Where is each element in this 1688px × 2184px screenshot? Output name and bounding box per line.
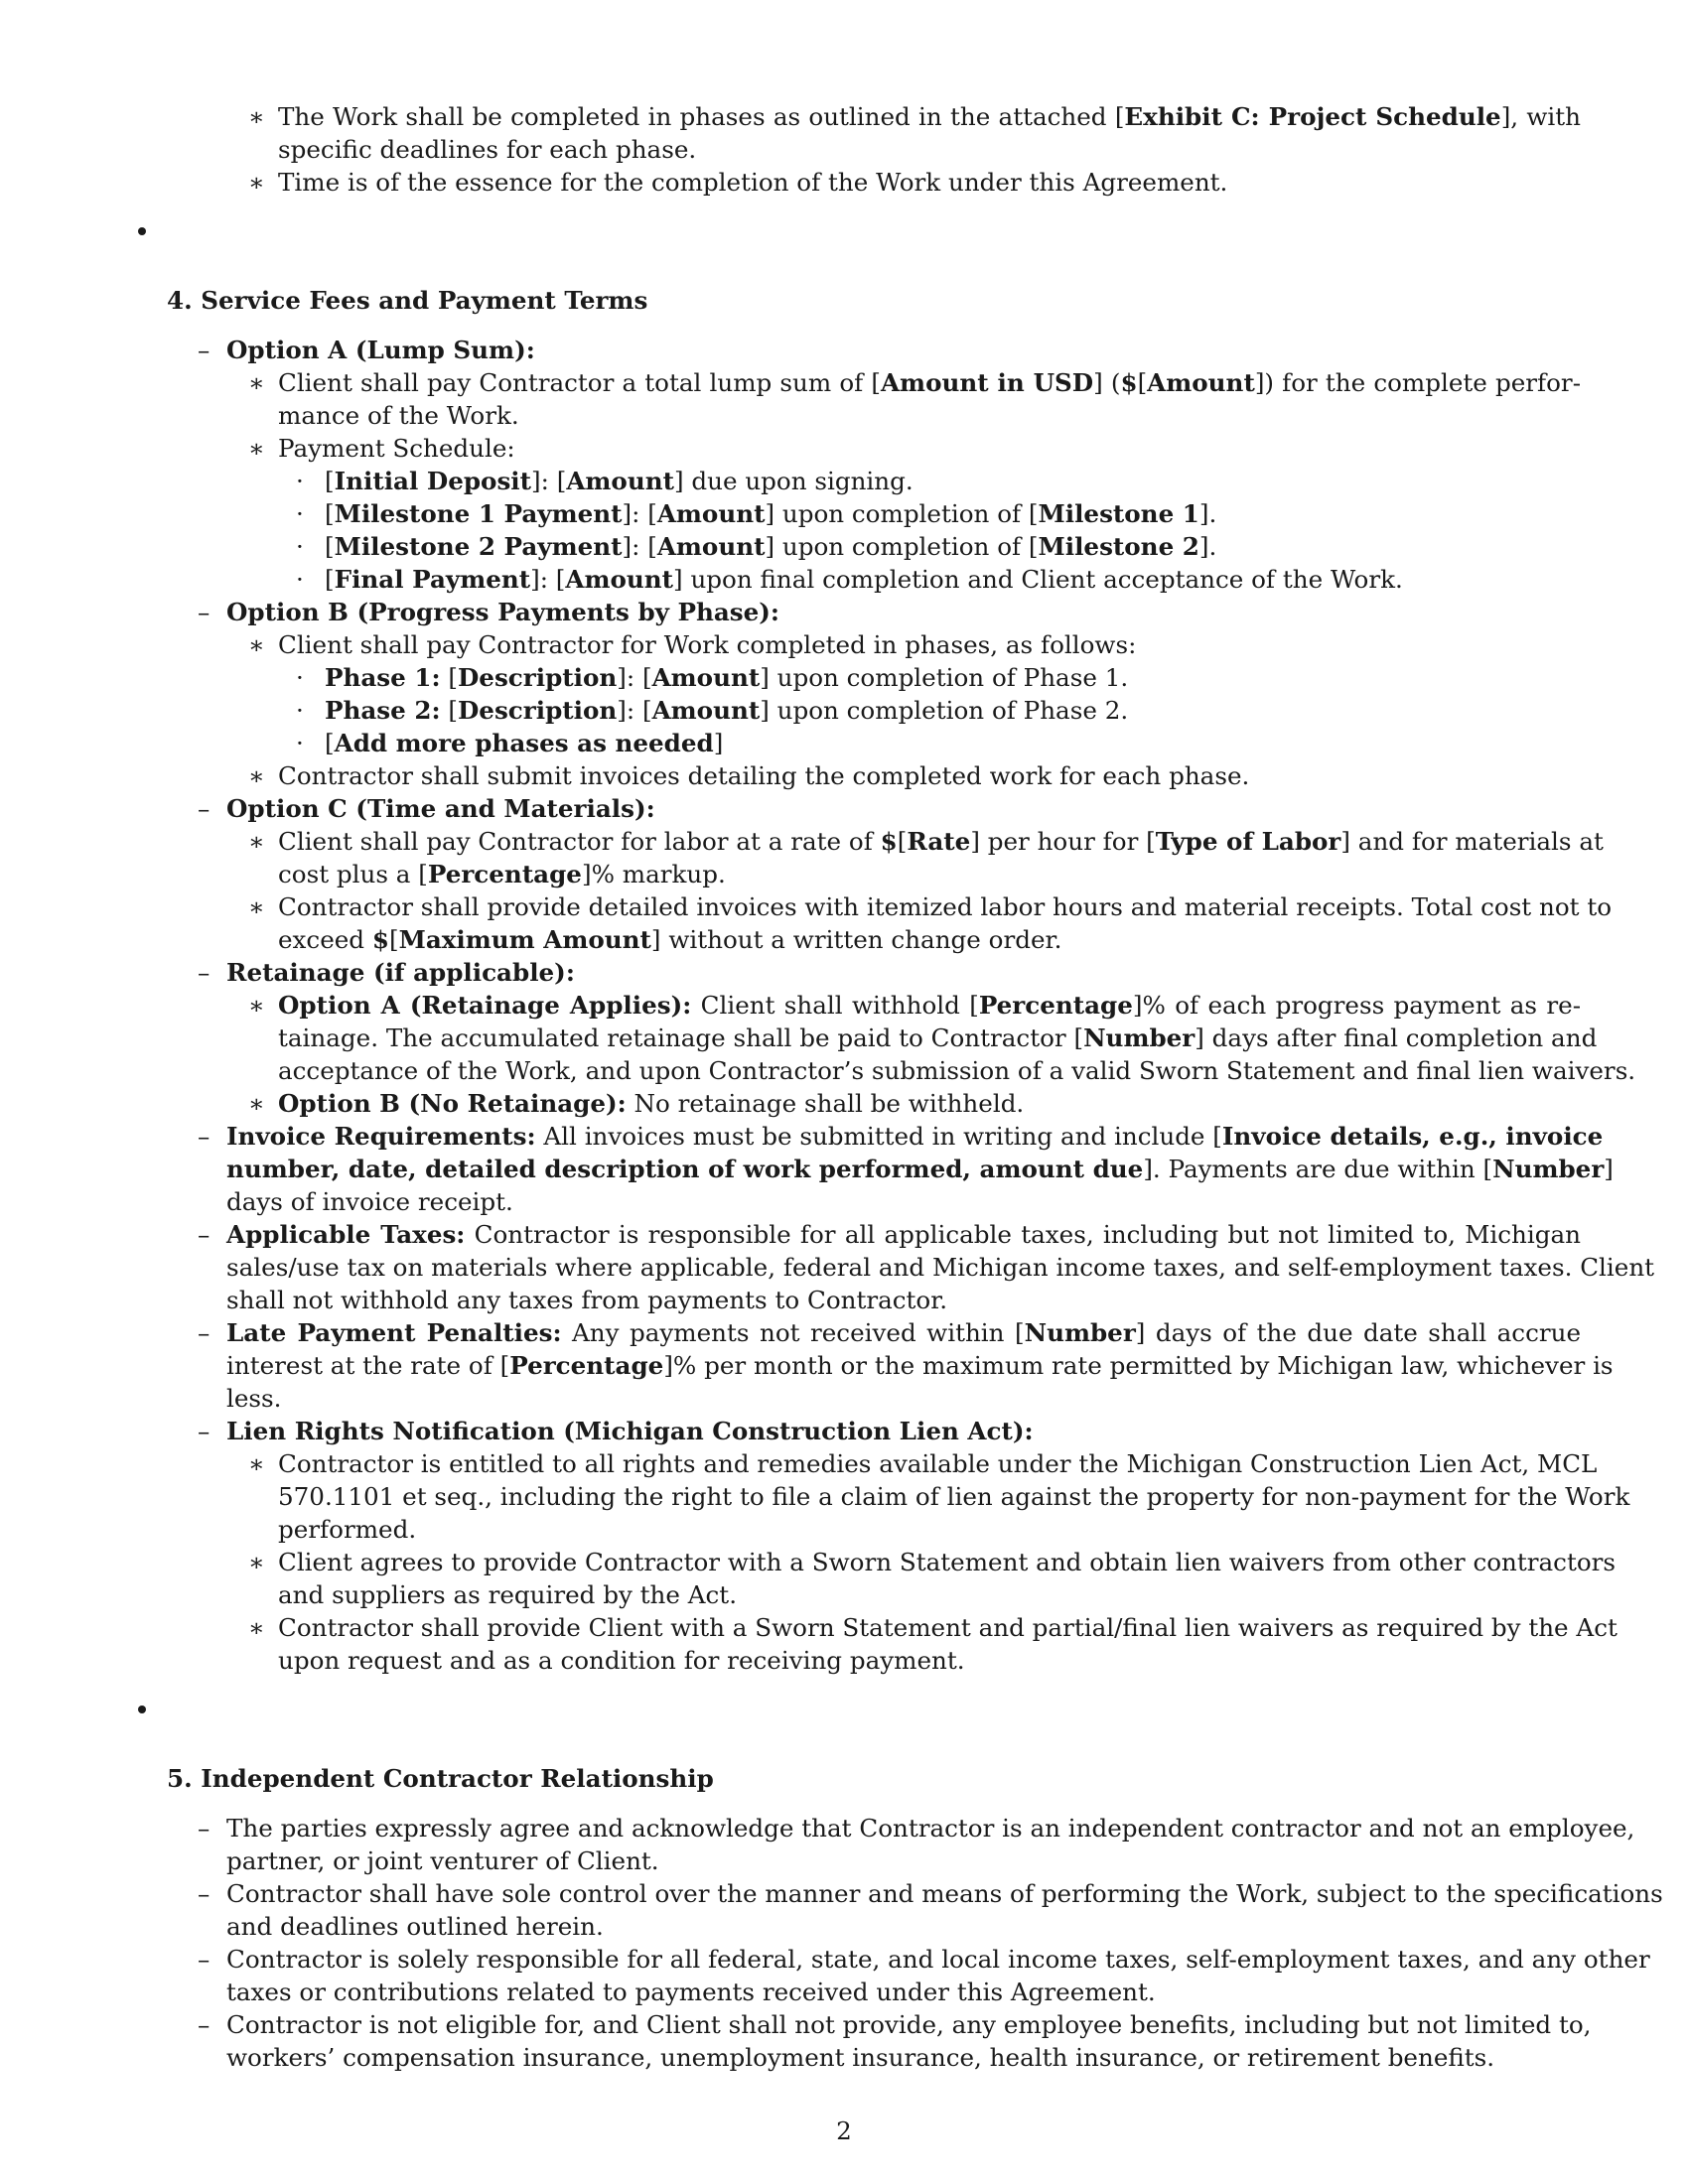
section-5-heading: 5. Independent Contractor Relationship [167,1764,714,1793]
schedule-item-initial-deposit: [Initial Deposit]: [Amount] due upon signing. [325,467,914,495]
work-phases-line-2: specific deadlines for each phase. [278,135,697,164]
taxes-line-3: shall not withhold any taxes from payments to Contractor. [226,1286,948,1314]
tm-invoice-line-2: exceed $[Maximum Amount] without a written change order. [278,925,1062,954]
star-marker: ∗ [248,1089,265,1118]
star-marker: ∗ [248,102,265,131]
option-a-label: Option A (Lump Sum): [226,336,535,364]
dash-marker: – [198,598,211,626]
star-marker: ∗ [248,892,265,921]
lien-item-3-line-2: upon request and as a condition for receiving payment. [278,1646,965,1675]
payment-schedule-label: Payment Schedule: [278,434,515,463]
late-line-3: less. [226,1384,282,1413]
star-marker: ∗ [248,991,265,1020]
lien-item-1-line-1: Contractor is entitled to all rights and remedies available under the Michigan Construction Lien Act, MCL [278,1449,1598,1478]
star-marker: ∗ [248,1548,265,1576]
lien-item-2-line-1: Client agrees to provide Contractor with a Sworn Statement and obtain lien waivers from other contractors [278,1548,1617,1576]
invoice-req-line-3: days of invoice receipt. [226,1187,513,1216]
option-b-label: Option B (Progress Payments by Phase): [226,598,780,626]
dash-marker: – [198,1318,211,1347]
schedule-item-final-payment: [Final Payment]: [Amount] upon final completion and Client acceptance of the Work. [325,565,1403,594]
ic-item-1-line-1: The parties expressly agree and acknowledge that Contractor is an independent contractor and not an employee, [226,1814,1635,1843]
time-of-essence: Time is of the essence for the completion of the Work under this Agreement. [278,168,1228,197]
dot-marker: · [296,499,304,528]
tm-invoice-line-1: Contractor shall provide detailed invoices with itemized labor hours and material receipts. Total cost not to [278,892,1613,921]
late-line-1: Late Payment Penalties: Any payments not received within [Number] days of the due date shall accrue [226,1318,1581,1347]
lump-sum-line-2: mance of the Work. [278,401,519,430]
phase-2-item: Phase 2: [Description]: [Amount] upon completion of Phase 2. [325,696,1129,725]
star-marker: ∗ [248,434,265,463]
option-c-label: Option C (Time and Materials): [226,794,655,823]
retainage-a-line-1: Option A (Retainage Applies): Client shall withhold [Percentage]% of each progress payment as re- [278,991,1582,1020]
star-marker: ∗ [248,1449,265,1478]
dot-marker: · [296,663,304,692]
dash-marker: – [198,1879,211,1908]
dash-marker: – [198,958,211,987]
star-marker: ∗ [248,168,265,197]
phase-1-item: Phase 1: [Description]: [Amount] upon completion of Phase 1. [325,663,1129,692]
phases-intro: Client shall pay Contractor for Work completed in phases, as follows: [278,630,1137,659]
ic-item-4-line-1: Contractor is not eligible for, and Client shall not provide, any employee benefits, including but not limited to, [226,2010,1592,2039]
dash-marker: – [198,336,211,364]
dash-marker: – [198,1122,211,1151]
invoice-req-line-1: Invoice Requirements: All invoices must be submitted in writing and include [Invoice details, e.g., invoice [226,1122,1604,1151]
ic-item-2-line-2: and deadlines outlined herein. [226,1912,604,1941]
invoice-req-line-2: number, date, detailed description of work performed, amount due]. Payments are due within [Number] [226,1155,1614,1183]
lien-item-1-line-2: 570.1101 et seq., including the right to file a claim of lien against the property for non-payment for the Work [278,1482,1630,1511]
star-marker: ∗ [248,1613,265,1642]
list-bullet [138,227,146,235]
schedule-item-milestone-2: [Milestone 2 Payment]: [Amount] upon completion of [Milestone 2]. [325,532,1217,561]
list-bullet [138,1706,146,1713]
page-number: 2 [836,2116,852,2145]
dash-marker: – [198,1417,211,1445]
dot-marker: · [296,532,304,561]
retainage-a-line-2: tainage. The accumulated retainage shall be paid to Contractor [Number] days after final completion and [278,1024,1598,1052]
retainage-b-line: Option B (No Retainage): No retainage shall be withheld. [278,1089,1025,1118]
tm-rate-line-1: Client shall pay Contractor for labor at a rate of $[Rate] per hour for [Type of Labor] and for materials at [278,827,1604,856]
add-phases-item: [Add more phases as needed] [325,729,724,757]
schedule-item-milestone-1: [Milestone 1 Payment]: [Amount] upon completion of [Milestone 1]. [325,499,1217,528]
lump-sum-line-1: Client shall pay Contractor a total lump sum of [Amount in USD] ($[Amount]) for the complete perfor- [278,368,1581,397]
work-phases-line-1: The Work shall be completed in phases as outlined in the attached [Exhibit C: Project Schedule], with [278,102,1582,131]
section-4-heading: 4. Service Fees and Payment Terms [167,286,648,315]
taxes-line-1: Applicable Taxes: Contractor is responsible for all applicable taxes, including but not limited to, Michigan [226,1220,1581,1249]
dash-marker: – [198,794,211,823]
star-marker: ∗ [248,827,265,856]
star-marker: ∗ [248,761,265,790]
dot-marker: · [296,729,304,757]
late-line-2: interest at the rate of [Percentage]% per month or the maximum rate permitted by Michigan law, whichever is [226,1351,1614,1380]
dash-marker: – [198,1220,211,1249]
tm-rate-line-2: cost plus a [Percentage]% markup. [278,860,726,888]
star-marker: ∗ [248,368,265,397]
ic-item-2-line-1: Contractor shall have sole control over the manner and means of performing the Work, subject to the specifications [226,1879,1663,1908]
phase-invoices: Contractor shall submit invoices detailing the completed work for each phase. [278,761,1250,790]
dot-marker: · [296,467,304,495]
dot-marker: · [296,696,304,725]
ic-item-3-line-1: Contractor is solely responsible for all federal, state, and local income taxes, self-employment taxes, and any other [226,1945,1650,1974]
lien-item-1-line-3: performed. [278,1515,417,1544]
star-marker: ∗ [248,630,265,659]
ic-item-4-line-2: workers’ compensation insurance, unemployment insurance, health insurance, or retirement benefits. [226,2043,1495,2072]
ic-item-1-line-2: partner, or joint venturer of Client. [226,1846,659,1875]
taxes-line-2: sales/use tax on materials where applicable, federal and Michigan income taxes, and self-employment taxes. Client [226,1253,1655,1282]
dot-marker: · [296,565,304,594]
retainage-a-line-3: acceptance of the Work, and upon Contractor’s submission of a valid Sworn Statement and final lien waivers. [278,1056,1636,1085]
dash-marker: – [198,2010,211,2039]
dash-marker: – [198,1945,211,1974]
lien-item-2-line-2: and suppliers as required by the Act. [278,1580,738,1609]
lien-item-3-line-1: Contractor shall provide Client with a Sworn Statement and partial/final lien waivers as required by the Act [278,1613,1618,1642]
retainage-label: Retainage (if applicable): [226,958,575,987]
ic-item-3-line-2: taxes or contributions related to payments received under this Agreement. [226,1978,1156,2006]
lien-label: Lien Rights Notification (Michigan Construction Lien Act): [226,1417,1034,1445]
dash-marker: – [198,1814,211,1843]
